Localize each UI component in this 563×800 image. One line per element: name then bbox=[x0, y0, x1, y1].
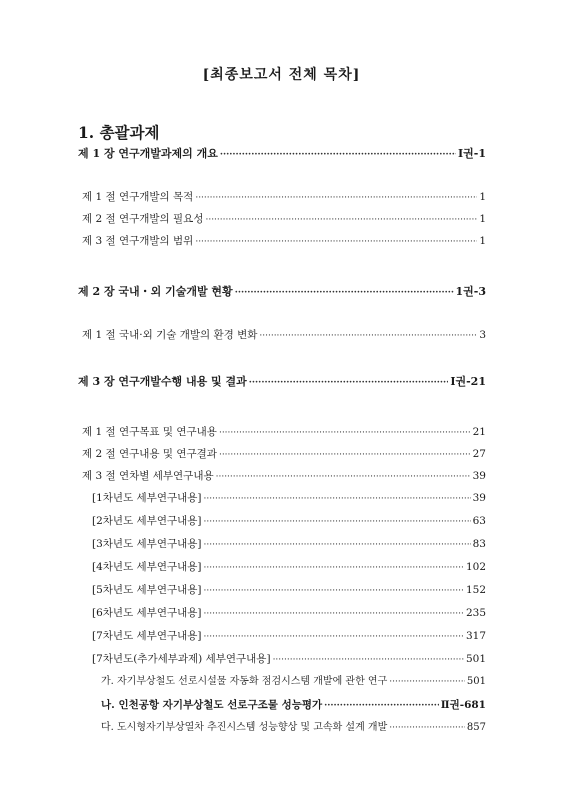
toc-yearly-item bbox=[92, 629, 486, 644]
toc-yearly-item bbox=[92, 560, 486, 575]
toc-page-number: 102 bbox=[465, 561, 486, 573]
toc-item-label: [7차년도 세부연구내용] bbox=[92, 630, 202, 642]
dot-leader bbox=[204, 515, 471, 529]
toc-page-number: 1 bbox=[479, 235, 486, 247]
toc-page-number: 1 bbox=[479, 191, 486, 203]
dot-leader bbox=[220, 148, 456, 162]
toc-section-label: 제 3 절 연차별 세부연구내용 bbox=[82, 470, 214, 482]
toc-page-number: 1권-3 bbox=[455, 285, 486, 298]
dot-leader bbox=[204, 492, 471, 506]
toc-page-number: 21 bbox=[472, 426, 486, 438]
toc-page-number: 39 bbox=[472, 470, 486, 482]
toc-yearly-item bbox=[92, 537, 486, 552]
toc-section bbox=[82, 212, 486, 227]
toc-yearly-item bbox=[92, 491, 486, 506]
section-heading: 1. 총괄과제 bbox=[78, 123, 160, 142]
dot-leader bbox=[324, 699, 439, 713]
toc-section bbox=[82, 190, 486, 205]
toc-section bbox=[82, 234, 486, 249]
toc-section-label: 제 1 절 연구목표 및 연구내용 bbox=[82, 426, 217, 438]
dot-leader bbox=[195, 235, 477, 249]
toc-yearly-item bbox=[92, 606, 486, 621]
toc-page-number: 83 bbox=[472, 538, 486, 550]
toc-page-number: 27 bbox=[472, 448, 486, 460]
toc-chapter-label: 제 1 장 연구개발과제의 개요 bbox=[78, 147, 218, 160]
dot-leader bbox=[389, 721, 465, 735]
dot-leader bbox=[235, 286, 454, 300]
toc-item-label: [7차년도(추가세부과제) 세부연구내용] bbox=[92, 653, 271, 665]
toc-section bbox=[82, 447, 486, 462]
toc-page-number: 501 bbox=[465, 653, 486, 665]
dot-leader bbox=[273, 653, 464, 667]
dot-leader bbox=[204, 538, 471, 552]
toc-item-label: 나. 인천공항 자기부상철도 선로구조물 성능평가 bbox=[101, 699, 323, 711]
toc-page-number: 235 bbox=[465, 607, 486, 619]
toc-page-number: 152 bbox=[465, 584, 486, 596]
toc-page-number: 501 bbox=[466, 676, 486, 687]
toc-item-label: 다. 도시형자기부상열차 추진시스템 성능향상 및 고속화 설계 개발 bbox=[101, 722, 388, 733]
toc-page-number: Ⅱ권-681 bbox=[440, 699, 486, 711]
toc-page-number: 317 bbox=[465, 630, 486, 642]
toc-page-number: Ⅰ권-1 bbox=[458, 147, 486, 160]
dot-leader bbox=[389, 675, 465, 689]
dot-leader bbox=[216, 470, 471, 484]
toc-chapter-label: 제 2 장 국내・외 기술개발 현황 bbox=[78, 285, 233, 298]
toc-yearly-item bbox=[92, 514, 486, 529]
dot-leader bbox=[219, 426, 471, 440]
toc-page-number: 63 bbox=[472, 515, 486, 527]
toc-chapter-label: 제 3 장 연구개발수행 내용 및 결과 bbox=[78, 375, 247, 388]
toc-page-number: 3 bbox=[479, 329, 486, 341]
toc-sub-item bbox=[101, 675, 486, 689]
dot-leader bbox=[195, 191, 477, 205]
dot-leader bbox=[219, 448, 471, 462]
toc-section bbox=[82, 328, 486, 343]
dot-leader bbox=[204, 561, 464, 575]
toc-section-label: 제 2 절 연구개발의 필요성 bbox=[82, 213, 204, 225]
toc-section-label: 제 1 절 연구개발의 목적 bbox=[82, 191, 194, 203]
dot-leader bbox=[205, 213, 477, 227]
toc-item-label: 가. 자기부상철도 선로시설물 자동화 점검시스템 개발에 관한 연구 bbox=[101, 676, 388, 687]
toc-item-label: [5차년도 세부연구내용] bbox=[92, 584, 202, 596]
toc-yearly-item bbox=[92, 652, 486, 667]
toc-section-label: 제 2 절 연구내용 및 연구결과 bbox=[82, 448, 217, 460]
toc-sub-item bbox=[101, 721, 486, 735]
toc-item-label: [2차년도 세부연구내용] bbox=[92, 515, 202, 527]
dot-leader bbox=[204, 584, 464, 598]
toc-section-label: 제 3 절 연구개발의 범위 bbox=[82, 235, 194, 247]
dot-leader bbox=[259, 329, 477, 343]
toc-page-number: 1 bbox=[479, 213, 486, 225]
toc-section-label: 제 1 절 국내·외 기술 개발의 환경 변화 bbox=[82, 329, 258, 341]
toc-chapter-2 bbox=[78, 285, 486, 300]
toc-yearly-item bbox=[92, 583, 486, 598]
toc-chapter-1 bbox=[78, 147, 486, 162]
toc-item-label: [1차년도 세부연구내용] bbox=[92, 492, 202, 504]
document-title: [최종보고서 전체 목차] bbox=[202, 67, 361, 83]
toc-item-label: [3차년도 세부연구내용] bbox=[92, 538, 202, 550]
toc-section bbox=[82, 469, 486, 484]
dot-leader bbox=[249, 376, 449, 390]
toc-chapter-3 bbox=[78, 375, 486, 390]
toc-item-label: [4차년도 세부연구내용] bbox=[92, 561, 202, 573]
toc-page-number: 39 bbox=[472, 492, 486, 504]
toc-page-number: 857 bbox=[466, 722, 486, 733]
toc-section bbox=[82, 425, 486, 440]
toc-item-label: [6차년도 세부연구내용] bbox=[92, 607, 202, 619]
toc-page-number: Ⅰ권-21 bbox=[450, 375, 486, 388]
toc-sub-item bbox=[101, 698, 486, 713]
dot-leader bbox=[204, 607, 464, 621]
dot-leader bbox=[204, 630, 464, 644]
